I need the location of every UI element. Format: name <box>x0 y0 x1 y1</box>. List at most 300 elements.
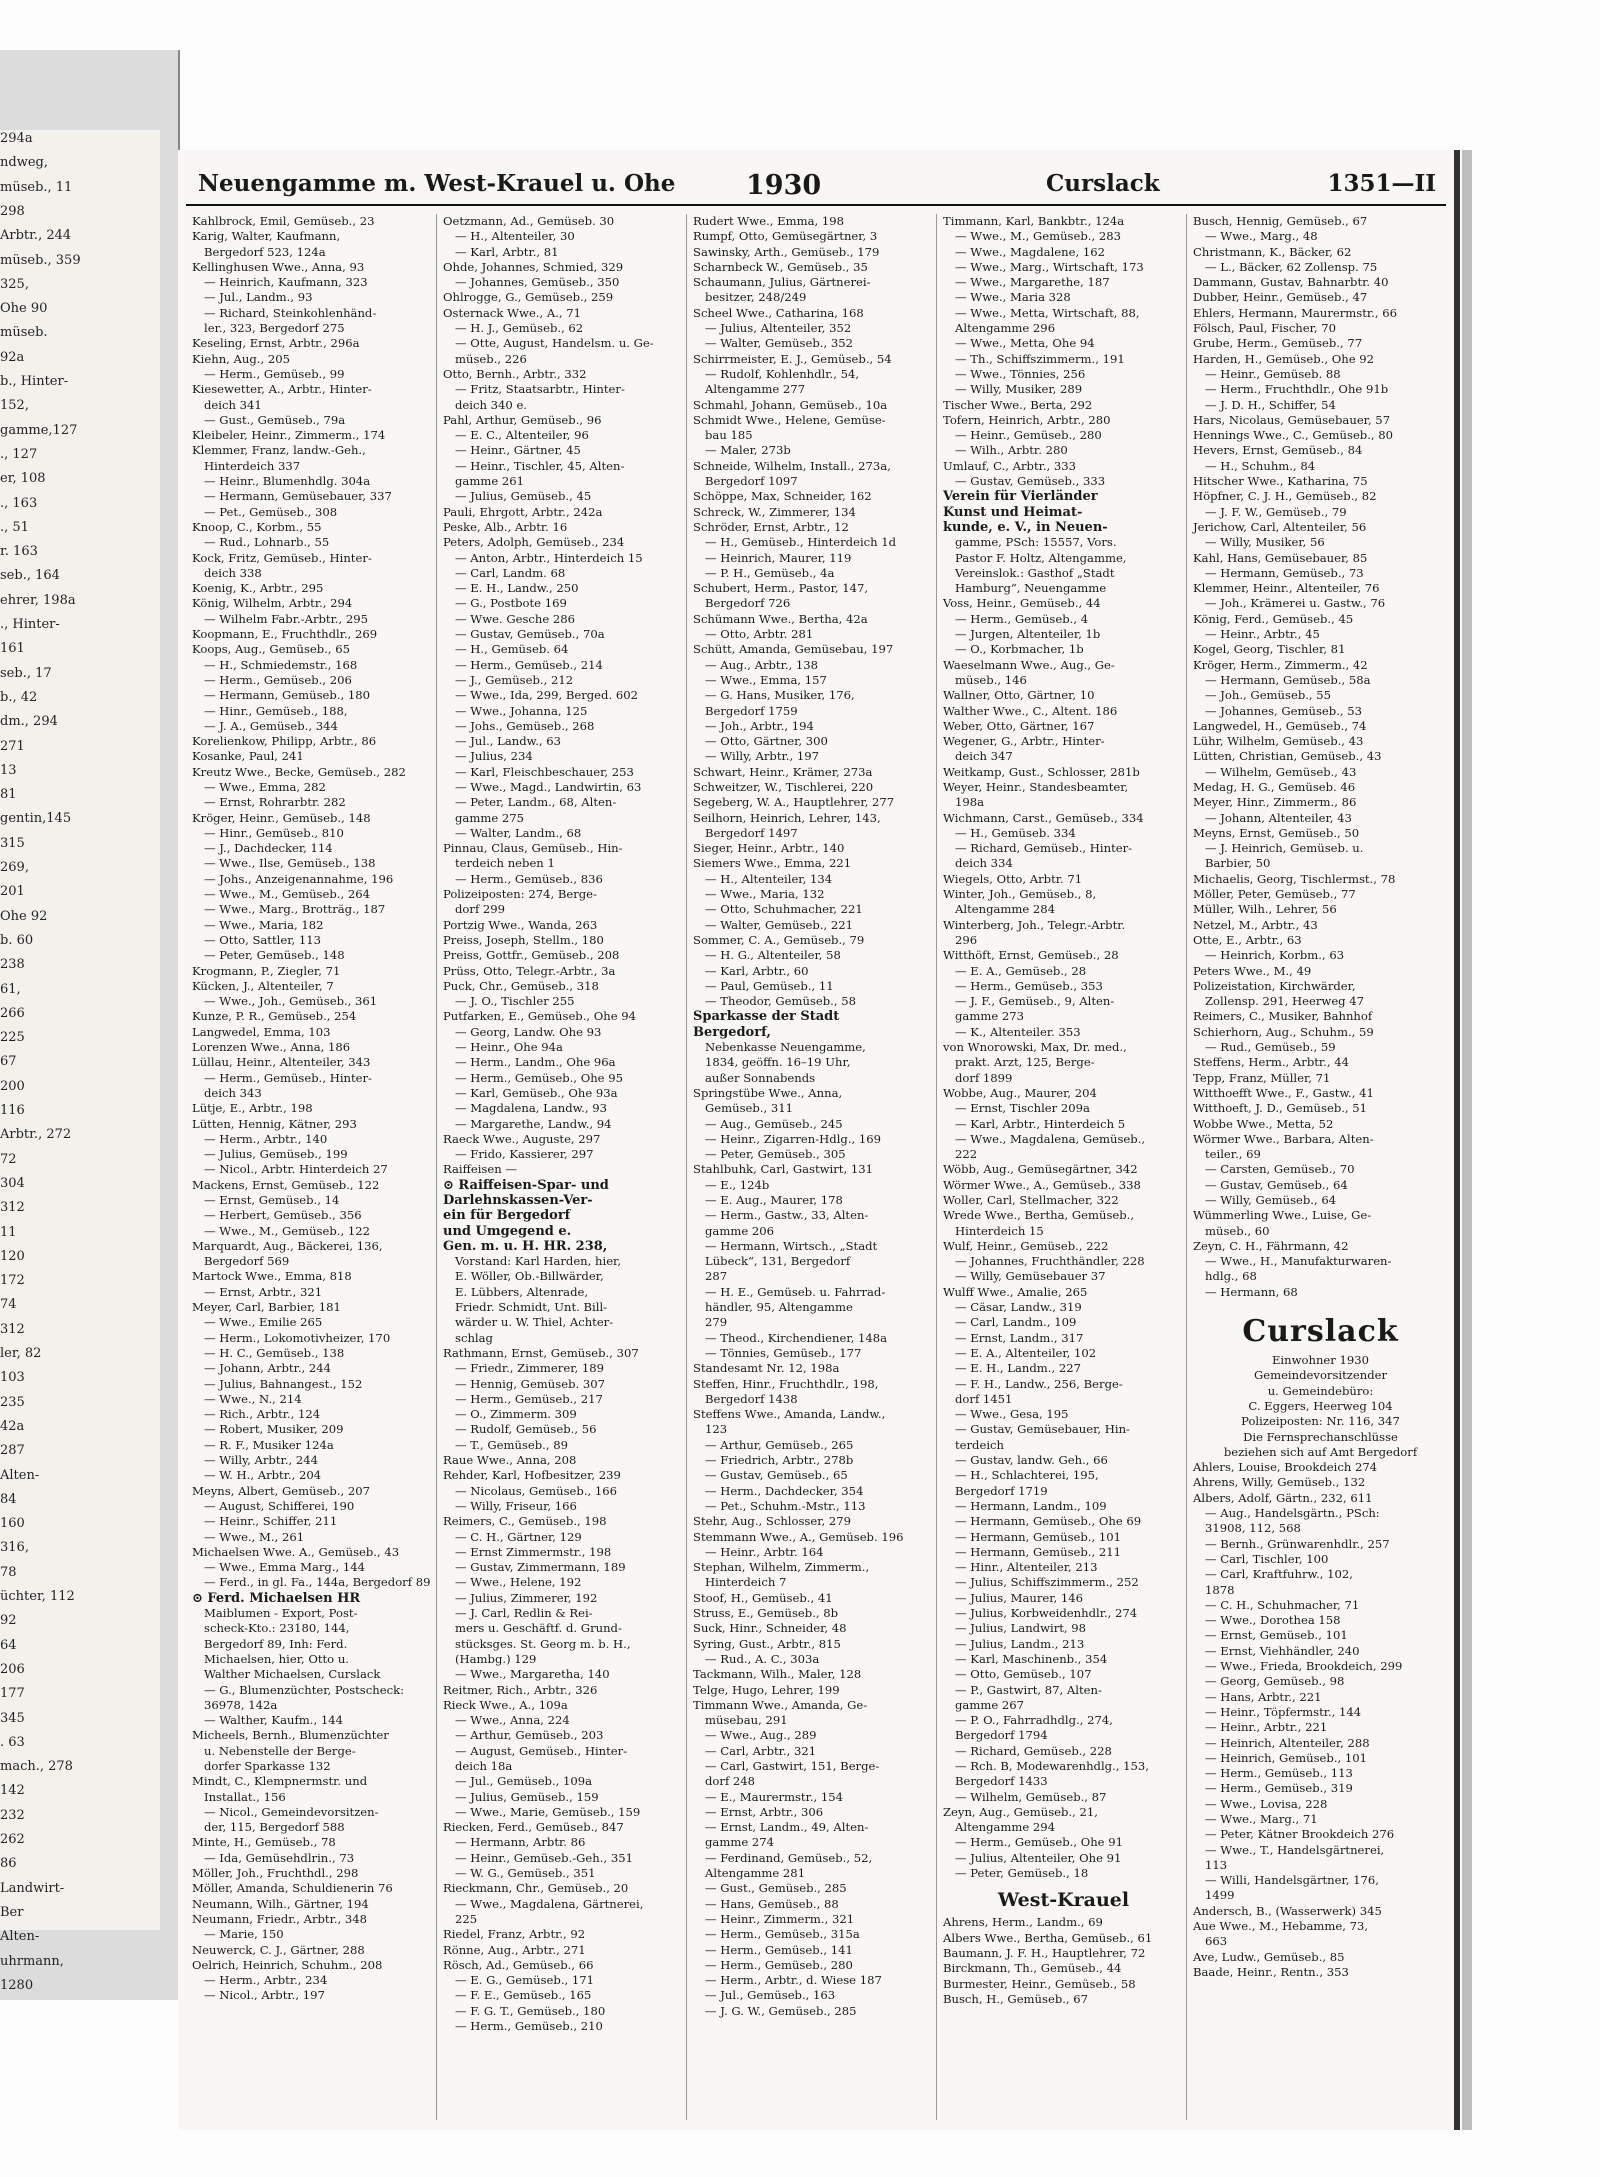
directory-entry: Raeck Wwe., Auguste, 297 <box>443 1131 601 1146</box>
directory-entry: gamme 274 <box>705 1835 774 1850</box>
directory-entry: müseb., 226 <box>455 351 527 366</box>
directory-entry: Birckmann, Th., Gemüseb., 44 <box>943 1961 1122 1976</box>
directory-entry: Standesamt Nr. 12, 198a <box>693 1361 840 1376</box>
directory-entry: Bergedorf 1433 <box>955 1774 1048 1789</box>
directory-entry: — Herm., Dachdecker, 354 <box>705 1483 864 1498</box>
previous-page-text: 84 <box>0 1491 17 1507</box>
directory-entry: Raue Wwe., Anna, 208 <box>443 1453 577 1468</box>
previous-page-text: Ohe 92 <box>0 908 48 924</box>
directory-entry: Christmann, K., Bäcker, 62 <box>1193 244 1352 259</box>
page-number: 1351—II <box>1327 170 1436 197</box>
directory-entry: Knoop, C., Korbm., 55 <box>192 519 322 534</box>
directory-entry: Burmester, Heinr., Gemüseb., 58 <box>943 1976 1136 1991</box>
directory-entry: — Rud., Lohnarb., 55 <box>204 535 330 550</box>
section-title-curslack: Curslack <box>1242 1314 1399 1350</box>
directory-entry: — Heinrich, Kaufmann, 323 <box>204 275 368 290</box>
directory-entry: — Pet., Gemüseb., 308 <box>204 504 338 519</box>
directory-entry: — Carl, Arbtr., 321 <box>705 1743 817 1758</box>
directory-entry: — Hans, Gemüseb., 88 <box>705 1896 839 1911</box>
previous-page-text: müseb., 11 <box>0 179 73 195</box>
directory-entry: ler., 323, Bergedorf 275 <box>204 321 345 336</box>
directory-entry: — Wilhelm, Gemüseb., 43 <box>1205 764 1357 779</box>
directory-entry: Gemüseb., 311 <box>705 1101 794 1116</box>
directory-entry: — Ernst, Tischler 209a <box>955 1101 1090 1116</box>
directory-entry: gamme 261 <box>455 474 524 489</box>
directory-entry: — Arthur, Gemüseb., 265 <box>705 1437 854 1452</box>
directory-entry: Schütt, Amanda, Gemüsebau, 197 <box>693 642 894 657</box>
directory-entry: Winter, Joh., Gemüseb., 8, <box>943 887 1097 902</box>
directory-entry: — Otto, Sattler, 113 <box>204 932 321 947</box>
directory-entry: — Gustav, Gemüsebauer, Hin- <box>955 1422 1130 1437</box>
directory-entry: Zollensp. 291, Heerweg 47 <box>1205 994 1365 1009</box>
directory-column-3 <box>686 214 934 2120</box>
previous-page-text: 86 <box>0 1856 17 1872</box>
directory-entry: — E. H., Landw., 250 <box>455 581 579 596</box>
directory-entry: Mackens, Ernst, Gemüseb., 122 <box>192 1177 380 1192</box>
directory-entry: — Herm., Gemüseb., Ohe 91 <box>955 1835 1123 1850</box>
directory-entry: — Wwe., Margaretha, 140 <box>455 1667 610 1682</box>
directory-entry: — Wwe., Dorothea 158 <box>1205 1613 1341 1628</box>
directory-entry: — Marie, 150 <box>204 1927 284 1942</box>
directory-entry: Meyns, Ernst, Gemüseb., 50 <box>1193 825 1360 840</box>
directory-entry: Lütje, E., Arbtr., 198 <box>192 1101 313 1116</box>
directory-entry: Müller, Wilh., Lehrer, 56 <box>1193 902 1337 917</box>
directory-entry: Hevers, Ernst, Gemüseb., 84 <box>1193 443 1363 458</box>
previous-page-text: 1280 <box>0 1977 34 1993</box>
directory-entry: Polizeiposten: 274, Berge- <box>443 887 597 902</box>
directory-entry: — Carl, Landm. 68 <box>455 565 566 580</box>
previous-page-text: 64 <box>0 1637 17 1653</box>
directory-entry: — Wwe., Joh., Gemüseb., 361 <box>204 994 378 1009</box>
directory-entry: — Peter, Gemüseb., 148 <box>204 948 345 963</box>
directory-entry: — Peter, Kätner Brookdeich 276 <box>1205 1827 1395 1842</box>
directory-entry: Koopmann, E., Fruchthdlr., 269 <box>192 627 378 642</box>
directory-entry: — Jurgen, Altenteiler, 1b <box>955 627 1101 642</box>
directory-entry: — Wwe., Ida, 299, Berged. 602 <box>455 688 638 703</box>
previous-page-text: 315 <box>0 835 25 851</box>
previous-page-text: b., 42 <box>0 689 38 705</box>
directory-entry: Lütten, Christian, Gemüseb., 43 <box>1193 749 1382 764</box>
directory-entry: gamme 273 <box>955 1009 1024 1024</box>
directory-entry: Fölsch, Paul, Fischer, 70 <box>1193 321 1337 336</box>
directory-entry: Ahrens, Herm., Landm., 69 <box>943 1915 1103 1930</box>
previous-page-text: ., 163 <box>0 495 38 511</box>
directory-entry: — Rudolf, Gemüseb., 56 <box>455 1422 597 1437</box>
directory-entry: — Ernst, Viehhändler, 240 <box>1205 1643 1360 1658</box>
directory-entry: hdlg., 68 <box>1205 1269 1257 1284</box>
previous-page-text: 266 <box>0 1005 25 1021</box>
directory-entry: Jerichow, Carl, Altenteiler, 56 <box>1193 519 1367 534</box>
directory-entry: — Wwe., Metta, Ohe 94 <box>955 336 1095 351</box>
directory-entry: Kleibeler, Heinr., Zimmerm., 174 <box>192 428 386 443</box>
directory-entry: Reimers, C., Musiker, Bahnhof <box>1193 1009 1373 1024</box>
directory-columns <box>186 214 1446 2120</box>
directory-entry: — Wwe., Magdalena, Gärtnerei, <box>455 1896 644 1911</box>
directory-entry: — Johann, Arbtr., 244 <box>204 1361 332 1376</box>
directory-entry: — Herbert, Gemüseb., 356 <box>204 1208 362 1223</box>
directory-entry: Bergedorf 1759 <box>705 703 798 718</box>
directory-entry: Schweitzer, W., Tischlerei, 220 <box>693 779 874 794</box>
previous-page-text: 177 <box>0 1686 25 1702</box>
directory-entry: — Julius, Gemüseb., 45 <box>455 489 592 504</box>
directory-heading: Kunst und Heimat- <box>943 504 1083 520</box>
directory-entry: wärder u. W. Thiel, Achter- <box>455 1315 614 1330</box>
directory-entry: — Wwe., M., 261 <box>204 1529 305 1544</box>
directory-entry: — Wwe., Marg., Wirtschaft, 173 <box>955 259 1144 274</box>
directory-entry: Klemmer, Heinr., Altenteiler, 76 <box>1193 581 1380 596</box>
directory-entry: Bergedorf 1794 <box>955 1728 1048 1743</box>
previous-page-text: 161 <box>0 641 25 657</box>
directory-entry: — E. H., Landm., 227 <box>955 1361 1081 1376</box>
directory-entry: — Herm., Gemüseb., 319 <box>1205 1781 1353 1796</box>
directory-entry: — Aug., Handelsgärtn., PSch: <box>1205 1506 1380 1521</box>
directory-entry: — J. F., Gemüseb., 9, Alten- <box>955 994 1115 1009</box>
directory-entry: — Hermann, Gemüseb., 101 <box>955 1529 1122 1544</box>
directory-entry: teiler., 69 <box>1205 1147 1261 1162</box>
previous-page-text: 92 <box>0 1613 17 1629</box>
directory-entry: Altengamme 296 <box>955 321 1056 336</box>
previous-page-text: 238 <box>0 957 25 973</box>
directory-entry: Schreck, W., Zimmerer, 134 <box>693 504 856 519</box>
directory-entry: Rieck Wwe., A., 109a <box>443 1697 568 1712</box>
directory-entry: — Hermann, Gemüseb., 211 <box>955 1544 1122 1559</box>
directory-entry: — Ernst, Arbtr., 306 <box>705 1804 824 1819</box>
directory-entry: Kellinghusen Wwe., Anna, 93 <box>192 259 365 274</box>
directory-entry: 113 <box>1205 1857 1228 1872</box>
directory-entry: Peters Wwe., M., 49 <box>1193 963 1312 978</box>
directory-entry: 279 <box>705 1315 728 1330</box>
directory-entry: deich 338 <box>204 565 262 580</box>
directory-entry: — Frido, Kassierer, 297 <box>455 1147 594 1162</box>
directory-entry: Scharnbeck W., Gemüseb., 35 <box>693 259 868 274</box>
directory-entry: Kosanke, Paul, 241 <box>192 749 304 764</box>
section-intro-line: u. Gemeindebüro: <box>1267 1383 1374 1398</box>
directory-entry: — H., Altenteiler, 30 <box>455 229 575 244</box>
directory-entry: — Hermann, Gemüseb., 73 <box>1205 565 1364 580</box>
directory-entry: Reimers, C., Gemüseb., 198 <box>443 1514 607 1529</box>
directory-entry: Syring, Gust., Arbtr., 815 <box>693 1636 841 1651</box>
directory-entry: — Julius, Gemüseb., 199 <box>204 1147 348 1162</box>
directory-entry: — P. H., Gemüseb., 4a <box>705 565 835 580</box>
directory-entry: Stoof, H., Gemüseb., 41 <box>693 1590 833 1605</box>
directory-entry: 663 <box>1205 1934 1228 1949</box>
directory-entry: — Gustav, Gemüseb., 64 <box>1205 1177 1348 1192</box>
previous-page-text: 298 <box>0 203 25 219</box>
previous-page-text: 271 <box>0 738 25 754</box>
directory-entry: — Herm., Gemüseb., Ohe 95 <box>455 1070 623 1085</box>
directory-entry: — H., Altenteiler, 134 <box>705 871 833 886</box>
previous-page-text: 42a <box>0 1418 25 1434</box>
directory-entry: Möller, Joh., Fruchthdl., 298 <box>192 1866 359 1881</box>
directory-entry: — Peter, Gemüseb., 305 <box>705 1147 846 1162</box>
directory-entry: Ehlers, Hermann, Maurermstr., 66 <box>1193 305 1397 320</box>
directory-entry: Koops, Aug., Gemüseb., 65 <box>192 642 350 657</box>
directory-entry: — Julius, Bahnangest., 152 <box>204 1376 363 1391</box>
directory-entry: — Carl, Tischler, 100 <box>1205 1551 1329 1566</box>
directory-entry: Stehr, Aug., Schlosser, 279 <box>693 1514 852 1529</box>
previous-page-text: 142 <box>0 1783 25 1799</box>
previous-page-text: Arbtr., 244 <box>0 228 72 244</box>
directory-entry: Koenig, K., Arbtr., 295 <box>192 581 324 596</box>
directory-column-4 <box>936 214 1184 2120</box>
directory-entry: — Joh., Gemüseb., 55 <box>1205 688 1332 703</box>
directory-entry: Pauli, Ehrgott, Arbtr., 242a <box>443 504 603 519</box>
directory-entry: — Rudolf, Kohlenhdlr., 54, <box>705 366 860 381</box>
directory-entry: deich 334 <box>955 856 1013 871</box>
directory-entry: Preiss, Joseph, Stellm., 180 <box>443 932 604 947</box>
directory-entry: Witthoefft Wwe., F., Gastw., 41 <box>1193 1085 1374 1100</box>
directory-entry: Altengamme 277 <box>705 382 806 397</box>
previous-page-text: ., Hinter- <box>0 617 60 632</box>
directory-entry: Ohlrogge, G., Gemüseb., 259 <box>443 290 614 305</box>
directory-entry: — Johs., Anzeigenannahme, 196 <box>204 871 394 886</box>
directory-entry: — Ferd., in gl. Fa., 144a, Bergedorf 89 <box>204 1575 431 1590</box>
directory-entry: — Heinr., Gemüseb. 88 <box>1205 366 1341 381</box>
directory-entry: Rudert Wwe., Emma, 198 <box>693 214 844 228</box>
previous-page-text: gentin,145 <box>0 811 72 827</box>
previous-page-text: 201 <box>0 884 25 900</box>
directory-entry: — Wwe., Maria, 132 <box>705 887 825 902</box>
directory-column-1 <box>186 214 434 2120</box>
directory-entry: Wallner, Otto, Gärtner, 10 <box>943 688 1095 703</box>
directory-entry: — K., Altenteiler. 353 <box>955 1024 1081 1039</box>
directory-entry: — Robert, Musiker, 209 <box>204 1422 344 1437</box>
directory-entry: Putfarken, E., Gemüseb., Ohe 94 <box>443 1009 637 1024</box>
directory-entry: Umlauf, C., Arbtr., 333 <box>943 458 1077 473</box>
directory-entry: — Hinr., Gemüseb., 188, <box>204 703 348 718</box>
directory-entry: Dubber, Heinr., Gemüseb., 47 <box>1193 290 1368 305</box>
directory-entry: — Wwe., Emilie 265 <box>204 1315 323 1330</box>
directory-entry: Bergedorf 726 <box>705 596 791 611</box>
directory-entry: — Ernst, Landm., 317 <box>955 1330 1084 1345</box>
directory-entry: Wichmann, Carst., Gemüseb., 334 <box>943 810 1144 825</box>
previous-page-text: 235 <box>0 1394 25 1410</box>
directory-entry: — Rud., A. C., 303a <box>705 1651 820 1666</box>
directory-entry: — F. E., Gemüseb., 165 <box>455 1988 592 2003</box>
directory-entry: — Julius, Zimmerer, 192 <box>455 1590 598 1605</box>
directory-entry: Hars, Nicolaus, Gemüsebauer, 57 <box>1193 412 1391 427</box>
directory-entry: Schröder, Ernst, Arbtr., 12 <box>693 519 849 534</box>
directory-entry: Neumann, Friedr., Arbtr., 348 <box>192 1911 368 1926</box>
section-intro-line: Einwohner 1930 <box>1271 1353 1370 1368</box>
directory-entry: — Julius, Gemüseb., 159 <box>455 1789 599 1804</box>
previous-page-text: 152, <box>0 398 29 414</box>
directory-entry: — J. Carl, Redlin & Rei- <box>455 1606 593 1621</box>
directory-entry: — Wwe., Maria 328 <box>955 290 1071 305</box>
directory-entry: — Wwe., M., Gemüseb., 122 <box>204 1223 370 1238</box>
directory-entry: Bergedorf 1719 <box>955 1483 1048 1498</box>
directory-entry: Otte, E., Arbtr., 63 <box>1193 932 1302 947</box>
directory-entry: — Rich., Arbtr., 124 <box>204 1407 321 1422</box>
directory-entry: — H. G., Altenteiler, 58 <box>705 948 841 963</box>
directory-entry: — Joh., Arbtr., 194 <box>705 718 814 733</box>
directory-entry: — J. Heinrich, Gemüseb. u. <box>1205 841 1364 856</box>
directory-entry: — Joh., Krämerei u. Gastw., 76 <box>1205 596 1386 611</box>
directory-entry: Hinterdeich 7 <box>705 1575 787 1590</box>
directory-entry: — Peter, Gemüseb., 18 <box>955 1866 1089 1881</box>
section-intro-line: Polizeiposten: Nr. 116, 347 <box>1241 1414 1400 1429</box>
directory-entry: — Julius, Landm., 213 <box>955 1636 1085 1651</box>
directory-entry: 1834, geöffn. 16–19 Uhr, <box>705 1055 851 1070</box>
directory-entry: — Walter, Gemüseb., 221 <box>705 917 853 932</box>
directory-entry: — P. O., Fahrradhdlg., 274, <box>955 1713 1113 1728</box>
directory-entry: Baumann, J. F. H., Hauptlehrer, 72 <box>943 1945 1146 1960</box>
section-title-west-krauel: West-Krauel <box>997 1889 1130 1912</box>
previous-page-text: Ber <box>0 1904 24 1920</box>
directory-entry: — Herm., Gemüseb., 280 <box>705 1957 853 1972</box>
directory-entry: — Gust., Gemüseb., 285 <box>705 1881 847 1896</box>
directory-entry: — Hermann, Gemüseb., 58a <box>1205 672 1371 687</box>
directory-entry: — Ernst, Gemüseb., 101 <box>1205 1628 1348 1643</box>
directory-entry: — Hinr., Gemüseb., 810 <box>204 825 344 840</box>
directory-heading: Bergedorf, <box>693 1024 771 1040</box>
directory-entry: — Hans, Arbtr., 221 <box>1205 1689 1322 1704</box>
directory-entry: Voss, Heinr., Gemüseb., 44 <box>943 596 1101 611</box>
directory-entry: — H., Gemüseb. 334 <box>955 825 1076 840</box>
directory-entry: Kiesewetter, A., Arbtr., Hinter- <box>192 382 372 397</box>
directory-entry: Bergedorf 569 <box>204 1254 290 1269</box>
directory-entry: Sommer, C. A., Gemüseb., 79 <box>693 932 865 947</box>
directory-entry: — Willy, Friseur, 166 <box>455 1498 577 1513</box>
directory-entry: Langwedel, Emma, 103 <box>192 1024 331 1039</box>
directory-entry: — Heinrich, Korbm., 63 <box>1205 948 1345 963</box>
directory-entry: — Heinr., Gemüseb., 280 <box>955 428 1102 443</box>
directory-entry: Oelrich, Heinrich, Schuhm., 208 <box>192 1957 383 1972</box>
directory-entry: Timmann Wwe., Amanda, Ge- <box>693 1697 868 1712</box>
directory-entry: Suck, Hinr., Schneider, 48 <box>693 1621 847 1636</box>
directory-entry: Stemmann Wwe., A., Gemüseb. 196 <box>693 1529 904 1544</box>
directory-entry: — Willy, Musiker, 289 <box>955 382 1083 397</box>
previous-page-text: müseb. <box>0 325 48 341</box>
directory-entry: Riecken, Ferd., Gemüseb., 847 <box>443 1820 624 1835</box>
directory-entry: deich 347 <box>955 749 1013 764</box>
directory-entry: — G., Postbote 169 <box>455 596 567 611</box>
directory-entry: — Heinr., Arbtr., 45 <box>1205 627 1320 642</box>
directory-entry: Ohde, Johannes, Schmied, 329 <box>443 259 624 274</box>
directory-entry: Peters, Adolph, Gemüseb., 234 <box>443 535 625 550</box>
directory-entry: — O., Zimmerm. 309 <box>455 1407 577 1422</box>
directory-entry: — Bernh., Grünwarenhdlr., 257 <box>1205 1536 1390 1551</box>
directory-entry: — Gustav, landw. Geh., 66 <box>955 1453 1108 1468</box>
directory-entry: — Herm., Gemüseb., 836 <box>455 871 603 886</box>
directory-heading: Gen. m. u. H. HR. 238, <box>443 1238 608 1254</box>
directory-entry: — Wwe., Magd., Landwirtin, 63 <box>455 779 642 794</box>
directory-entry: Stahlbuhk, Carl, Gastwirt, 131 <box>693 1162 873 1177</box>
directory-entry: — H., Gemüseb. 64 <box>455 642 569 657</box>
directory-entry: terdeich <box>955 1437 1005 1452</box>
directory-entry: — Arthur, Gemüseb., 203 <box>455 1728 604 1743</box>
directory-entry: — E. C., Altenteiler, 96 <box>455 428 589 443</box>
directory-entry: — Herm., Gemüseb., 4 <box>955 611 1089 626</box>
directory-entry: Prüss, Otto, Telegr.-Arbtr., 3a <box>443 963 616 978</box>
directory-entry: — J., Gemüseb., 212 <box>455 672 574 687</box>
directory-entry: Micheels, Bernh., Blumenzüchter <box>192 1728 389 1743</box>
previous-page-text: 325, <box>0 276 29 292</box>
directory-entry: Timmann, Karl, Bankbtr., 124a <box>943 214 1125 228</box>
directory-entry: — Wwe., Johanna, 125 <box>455 703 588 718</box>
directory-entry: — Otte, August, Handelsm. u. Ge- <box>455 336 654 351</box>
directory-entry: Bergedorf 1497 <box>705 825 798 840</box>
directory-entry: — Gustav, Gemüseb., 65 <box>705 1468 848 1483</box>
directory-entry: Albers Wwe., Bertha, Gemüseb., 61 <box>943 1930 1153 1945</box>
directory-entry: — August, Schifferei, 190 <box>204 1498 355 1513</box>
directory-entry: Michaelis, Georg, Tischlermst., 78 <box>1193 871 1396 886</box>
directory-entry: Lüllau, Heinr., Altenteiler, 343 <box>192 1055 371 1070</box>
directory-entry: Wiegels, Otto, Arbtr. 71 <box>943 871 1083 886</box>
directory-entry: Hitscher Wwe., Katharina, 75 <box>1193 474 1368 489</box>
header-place: Curslack <box>1046 170 1160 197</box>
directory-entry: bau 185 <box>705 428 753 443</box>
directory-entry: 198a <box>955 795 985 810</box>
directory-entry: — Wwe., Helene, 192 <box>455 1575 582 1590</box>
directory-entry: — Anton, Arbtr., Hinterdeich 15 <box>455 550 643 565</box>
directory-entry: Peske, Alb., Arbtr. 16 <box>443 519 568 534</box>
directory-entry: — C. H., Schuhmacher, 71 <box>1205 1597 1360 1612</box>
directory-entry: — H., Schlachterei, 195, <box>955 1468 1099 1483</box>
directory-entry: Springstübe Wwe., Anna, <box>693 1085 843 1100</box>
directory-entry: Altengamme 294 <box>955 1820 1056 1835</box>
directory-entry: gamme 267 <box>955 1697 1024 1712</box>
directory-entry: 31908, 112, 568 <box>1205 1521 1301 1536</box>
directory-entry: Möller, Amanda, Schuldienerin 76 <box>192 1881 393 1896</box>
directory-entry: Schierhorn, Aug., Schuhm., 59 <box>1193 1024 1374 1039</box>
previous-page-text: 74 <box>0 1297 17 1313</box>
directory-entry: Tischer Wwe., Berta, 292 <box>943 397 1093 412</box>
directory-entry: müseb., 60 <box>1205 1223 1270 1238</box>
directory-heading: und Umgegend e. <box>443 1223 572 1239</box>
directory-entry: — O., Korbmacher, 1b <box>955 642 1084 657</box>
directory-entry: — Wwe., Gesa, 195 <box>955 1407 1069 1422</box>
directory-entry: Weber, Otto, Gärtner, 167 <box>943 718 1095 733</box>
directory-entry: — Richard, Steinkohlenhänd- <box>204 305 377 320</box>
directory-entry: — Theodor, Gemüseb., 58 <box>705 994 856 1009</box>
directory-entry: prakt. Arzt, 125, Berge- <box>955 1055 1095 1070</box>
directory-entry: — Johs., Gemüseb., 268 <box>455 718 595 733</box>
directory-entry: — Carsten, Gemüseb., 70 <box>1205 1162 1355 1177</box>
directory-entry: Walther Wwe., C., Altent. 186 <box>943 703 1118 718</box>
directory-entry: Witthoeft, J. D., Gemüseb., 51 <box>1193 1101 1368 1116</box>
directory-entry: gamme, PSch: 15557, Vors. <box>955 535 1117 550</box>
directory-entry: Wörmer Wwe., Barbara, Alten- <box>1193 1131 1374 1146</box>
previous-page-text: r. 163 <box>0 544 38 560</box>
directory-entry: Wümmerling Wwe., Luise, Ge- <box>1193 1208 1372 1223</box>
directory-entry: — Herm., Gemüseb., 141 <box>705 1942 853 1957</box>
directory-entry: Schubert, Herm., Pastor, 147, <box>693 581 869 596</box>
directory-entry: von Wnorowski, Max, Dr. med., <box>943 1040 1127 1055</box>
directory-entry: — Hermann, Landm., 109 <box>955 1498 1107 1513</box>
directory-entry: — Rch. B, Modewarenhdlg., 153, <box>955 1758 1149 1773</box>
directory-entry: Korelienkow, Philipp, Arbtr., 86 <box>192 734 377 749</box>
directory-entry: Hinterdeich 15 <box>955 1223 1044 1238</box>
directory-entry: terdeich neben 1 <box>455 856 555 871</box>
directory-entry: — Carl, Kraftfuhrw., 102, <box>1205 1567 1353 1582</box>
directory-entry: — Herm., Gemüseb., 214 <box>455 657 603 672</box>
directory-entry: — W. H., Arbtr., 204 <box>204 1468 322 1483</box>
directory-heading: ein für Bergedorf <box>443 1208 571 1224</box>
directory-entry: — Wwe., Margarethe, 187 <box>955 275 1110 290</box>
directory-entry: — Herm., Gemüseb., 315a <box>705 1927 860 1942</box>
directory-entry: — Herm., Gemüseb., Hinter- <box>204 1070 372 1085</box>
directory-heading: ⊙ Raiffeisen-Spar- und <box>443 1177 609 1193</box>
directory-entry: Steffens Wwe., Amanda, Landw., <box>693 1407 886 1422</box>
directory-entry: — Carl, Landm., 109 <box>955 1315 1077 1330</box>
directory-entry: Tofern, Heinrich, Arbtr., 280 <box>943 412 1111 427</box>
previous-page-text: 232 <box>0 1807 25 1823</box>
directory-entry: 296 <box>955 932 978 947</box>
directory-entry: Oetzmann, Ad., Gemüseb. 30 <box>443 214 615 228</box>
directory-entry: — Wwe., Anna, 224 <box>455 1713 570 1728</box>
previous-page-text: seb., 164 <box>0 568 60 584</box>
